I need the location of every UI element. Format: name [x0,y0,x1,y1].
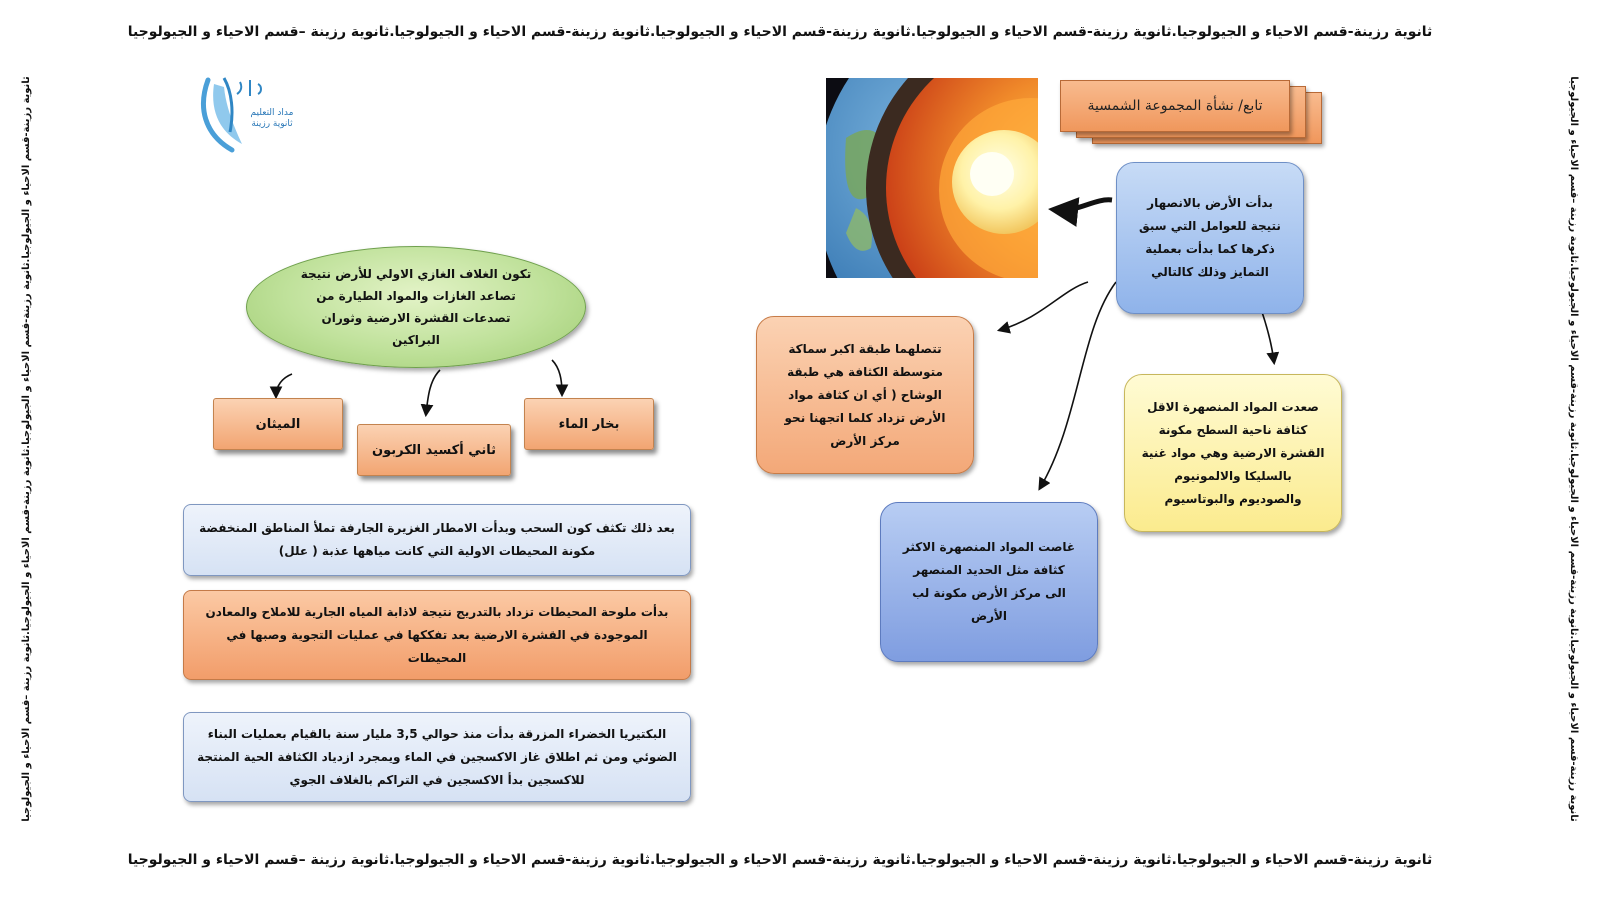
arrow-to-core [1040,282,1116,488]
right-margin-text: ثانوية رزينة-قسم الاحياء و الجيولوجيا.ثانوية رزينة-قسم الاحياء و الجيولوجيا.ثانوية رزينة-قسم الاحياء و الجيولوجيا.ثانوية رزينة –قسم الاحياء و الجيولوجيا [1568,76,1579,822]
earth-melting-box: بدأت الأرض بالانصهار نتيجة للعوامل التي سبق ذكرها كما بدأت بعملية التمايز وذلك كالتالي [1116,162,1304,314]
mantle-layer-box: تتصلهما طبقة اكبر سماكة متوسطة الكثافة هي طبقة الوشاح ( أي ان كثافة مواد الأرض تزداد كلما اتجهنا نحو مركز الأرض [756,316,974,474]
arrow-to-mantle [1000,282,1088,330]
arrow-to-methane [276,374,292,396]
left-margin-text: ثانوية رزينة-قسم الاحياء و الجيولوجيا.ثانوية رزينة-قسم الاحياء و الجيولوجيا.ثانوية رزينة-قسم الاحياء و الجيولوجيا.ثانوية رزينة –قسم الاحياء و الجيولوجيا [21,76,32,822]
clouds-oceans-box: بعد ذلك تكثف كون السحب وبدأت الامطار الغزيرة الجارفة تملأ المناطق المنخفضة مكونة المحيطات الاولية التي كانت مياهها عذبة ( علل) [183,504,691,576]
footer-banner: ثانوية رزينة-قسم الاحياء و الجيولوجيا.ثانوية رزينة-قسم الاحياء و الجيولوجيا.ثانوية رزينة-قسم الاحياء و الجيولوجيا.ثانوية رزينة-قسم الاحياء و الجيولوجيا.ثانوية رزينة –قسم الاحياء و الجيولوجيا [127,852,1433,868]
arrow-to-co2 [426,370,440,414]
arrow-to-earth [1058,200,1112,210]
gas-water-vapor-box: بخار الماء [524,398,654,450]
header-banner: ثانوية رزينة-قسم الاحياء و الجيولوجيا.ثانوية رزينة-قسم الاحياء و الجيولوجيا.ثانوية رزينة-قسم الاحياء و الجيولوجيا.ثانوية رزينة-قسم الاحياء و الجيولوجيا.ثانوية رزينة –قسم الاحياء و الجيولوجيا [127,24,1433,40]
gas-co2-box: ثاني أكسيد الكربون [357,424,511,476]
gas-methane-box: الميثان [213,398,343,450]
atmosphere-formation-ellipse: تكون الغلاف الغازي الاولي للأرض نتيجة تصاعد الغازات والمواد الطيارة من تصدعات القشرة الارضية وثوران البراكين [246,246,586,368]
logo-text: مداد التعليم ثانوية رزينة [250,108,294,129]
ocean-salinity-box: بدأت ملوحة المحيطات تزداد بالتدريج نتيجة لاذابة المياه الجارية للاملاح والمعادن الموجودة في القشرة الارضية بعد تفككها في عمليات التجوية وصبها في المحيطات [183,590,691,680]
cyanobacteria-oxygen-box: البكتيريا الخضراء المزرقة بدأت منذ حوالي 3,5 مليار سنة بالقيام بعمليات البناء الضوئي ومن ثم اطلاق غاز الاكسجين في الماء ويمجرد ازدياد الكثافة الحية المنتجة للاكسجين بدأ الاكسجين في التراكم بالغلاف الجوي [183,712,691,802]
crust-layer-box: صعدت المواد المنصهرة الاقل كثافة ناحية السطح مكونة القشرة الارضية وهي مواد غنية بالسليكا والالمونيوم والصوديوم والبوتاسيوم [1124,374,1342,532]
arrow-to-crust [1262,312,1274,362]
core-layer-box: غاصت المواد المنصهرة الاكثر كثافة مثل الحديد المنصهر الى مركز الأرض مكونة لب الأرض [880,502,1098,662]
arrow-to-vapor [552,360,562,394]
page-title: تابع/ نشأة المجموعة الشمسية [1060,80,1290,132]
